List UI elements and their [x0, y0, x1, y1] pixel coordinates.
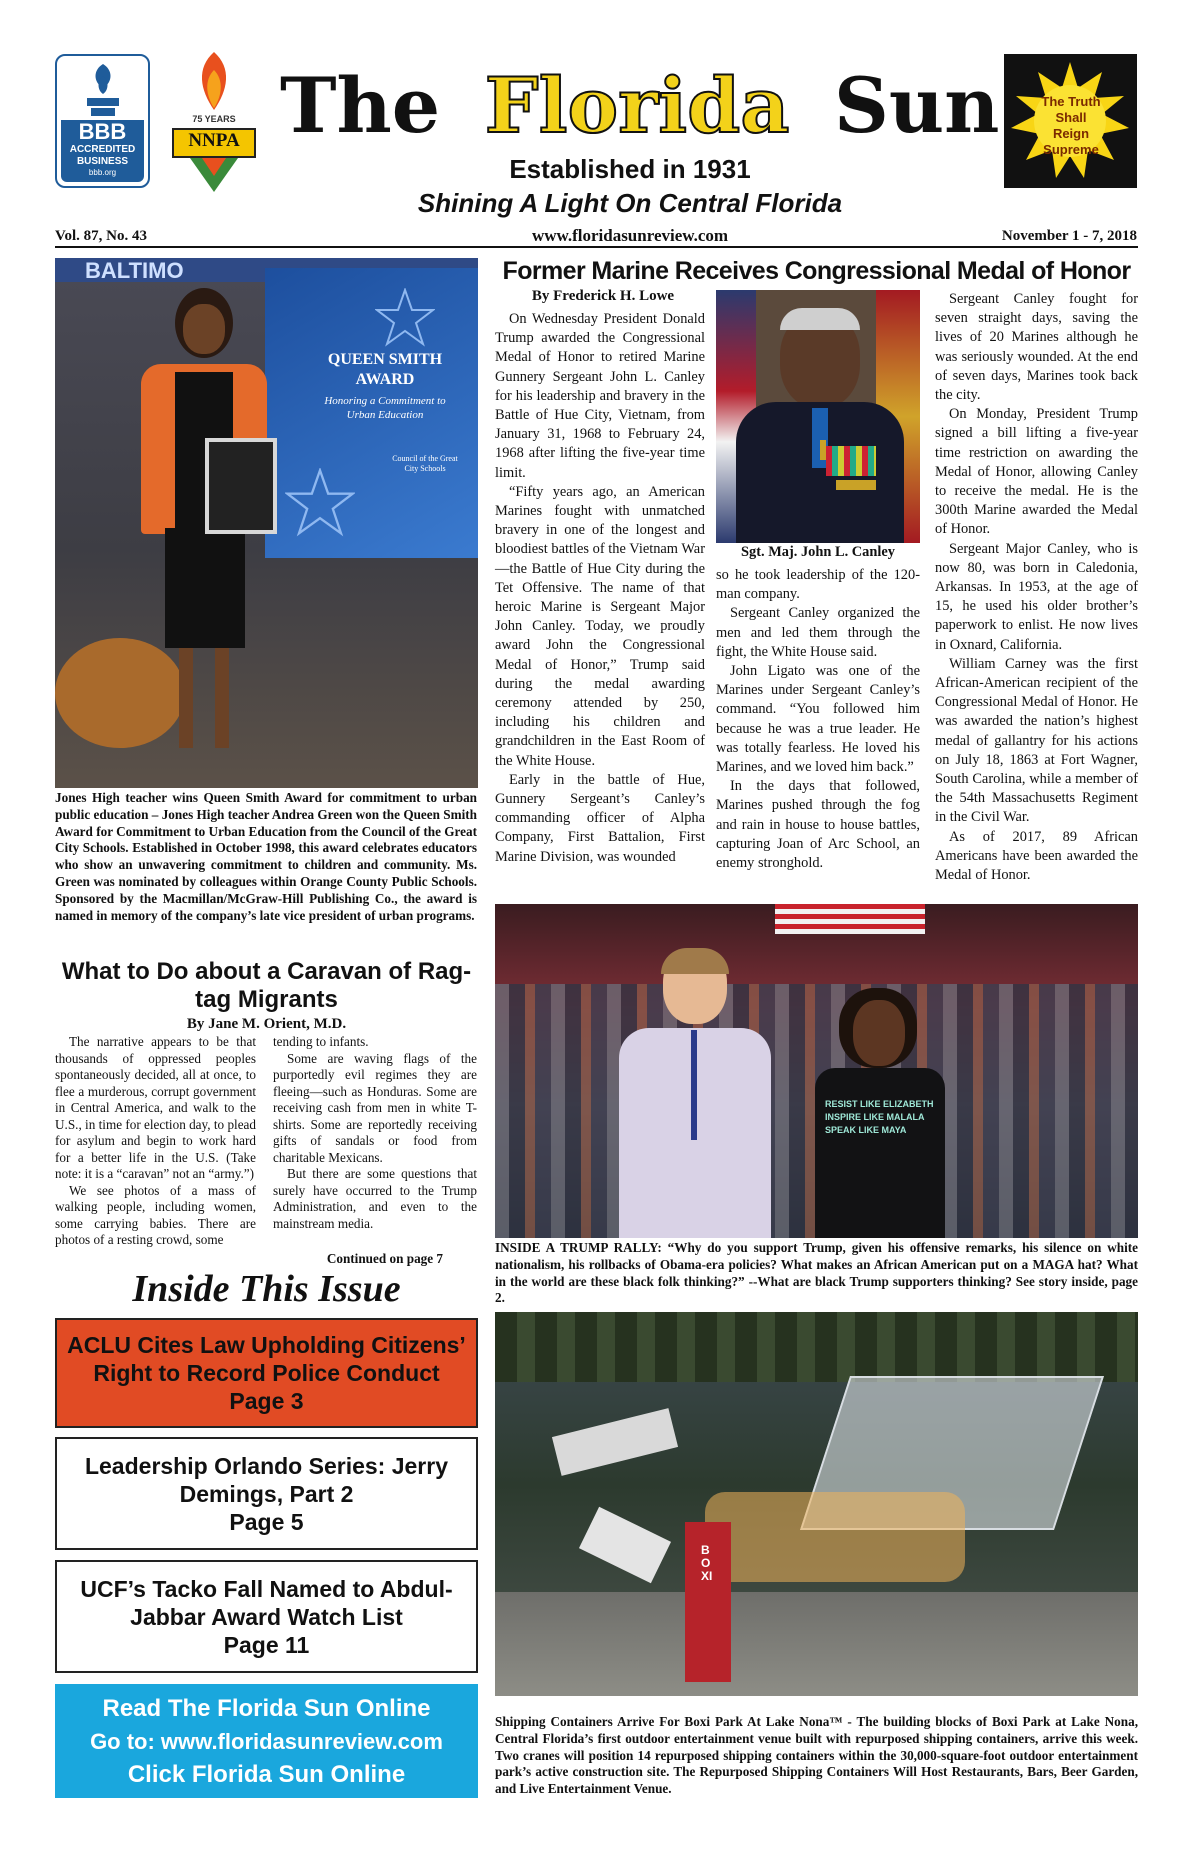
caravan-byline: By Jane M. Orient, M.D. — [186, 1016, 347, 1032]
read-online-box[interactable] — [55, 1684, 478, 1798]
caravan-para: The narrative appears to be that thousands of oppressed peoples spontaneously decided, all at once, to flee a murderous, corrupt government in Central America, and walk to the U.S., in time for election day, to plead for asylum and begin to work hard for a better life in the U.S. (Take note: it is a “caravan” not an “army.”) — [55, 1034, 256, 1181]
marine-para: In the days that followed, Marines pushed through the fog and rain in house to house battles, capturing Joan of Arc School, an enemy stronghold. — [716, 778, 920, 872]
marine-para: “Fifty years ago, an American Marines fought with unmatched bravery in one of the longest and bloodiest battles of the Vietnam War—the Battle of Hue City during the Tet Offensive. The name of that heroic Marine is Sergeant Major John Canley. Today, we proudly award John the Congressional Medal of Honor,” Trump said during the medal awarding ceremony attended by 250, including his children and grandchildren in the East Room of the White House. — [495, 483, 705, 769]
bbb-accredited: ACCREDITED — [69, 144, 136, 155]
nnpa-logo — [168, 50, 260, 192]
caravan-col1 — [55, 1034, 256, 1249]
marine-headline: Former Marine Receives Congressional Medal of Honor — [502, 257, 1131, 285]
marine-para: William Carney was the first African-American recipient of the Congressional Medal of Honor. He was awarded the nation’s highest medal of gallantry for his actions on July 18, 1863 at Fort Wagner, South Carolina, while a member of the 54th Massachusetts Regiment in the Civil War. — [935, 655, 1138, 826]
boxi-container — [685, 1522, 731, 1682]
inside-item-title: Leadership Orlando Series: Jerry Demings, Part 2 — [84, 1452, 449, 1507]
star-icon — [285, 468, 355, 538]
nnpa-years: 75 YEARS — [192, 114, 236, 124]
torch-icon — [79, 62, 127, 120]
established: Established in 1931 — [509, 154, 751, 184]
marine-para: John Ligato was one of the Marines under Sergeant Canley’s command. “You followed him because he was a true leader. He was totally fearless. He loved his Marines, and we loved him back.” — [716, 663, 920, 776]
inside-item-title: ACLU Cites Law Upholding Citizens’ Right to Record Police Conduct — [67, 1332, 466, 1386]
inside-item-orlando[interactable] — [55, 1437, 478, 1550]
award-caption: Jones High teacher wins Queen Smith Award for commitment to urban public education – Jones High teacher Andrea Green won the Queen Smith Award for Commitment to Urban Education from the Council of the Great City Schools. Established in October 1998, this award celebrates educators who show an unwavering commitment to children and community. Ms. Green was nominated by colleagues within Orange County Public Schools. Sponsored by the Macmillan/McGraw-Hill Publishing Co., the award is named in memory of the company’s late vice president of urban programs. — [55, 790, 477, 923]
marine-col2 — [716, 566, 920, 873]
sun-badge-text: The Truth Shall Reign Supreme — [1041, 94, 1101, 157]
volume-number: Vol. 87, No. 43 — [55, 228, 147, 244]
title-the: The — [280, 61, 441, 150]
banner-title: QUEEN SMITH AWARD — [327, 351, 443, 388]
inside-heading: Inside This Issue — [132, 1268, 401, 1310]
title-sun: Sun — [833, 61, 1000, 150]
boxi-container-label: BOXI — [701, 1543, 713, 1583]
tagline: Shining A Light On Central Florida — [417, 188, 843, 218]
nnpa-label: NNPA — [188, 130, 240, 151]
caravan-continued[interactable]: Continued on page 7 — [326, 1251, 443, 1266]
nnpa-shield-icon — [188, 158, 240, 192]
banner-subtitle: Honoring a Commitment to Urban Education — [324, 395, 446, 421]
caravan-para: Some are waving flags of the purportedly evil regimes they are fleeing—such as Honduras. Some are receiving cash from men in white T-shirts. Some are reportedly receiving gifts of sandals or food from charitable Mexicans. — [273, 1050, 477, 1165]
marine-byline: By Frederick H. Lowe — [531, 288, 675, 304]
inside-item-page: Page 11 — [223, 1631, 310, 1658]
banner-corner-text: BALTIMO — [85, 258, 184, 283]
caravan-col2 — [273, 1034, 477, 1232]
boxi-photo — [495, 1312, 1138, 1696]
title-florida: Florida — [484, 61, 790, 150]
marine-col1 — [495, 310, 705, 867]
marine-para: Sergeant Canley fought for seven straight days, saving the lives of 20 Marines although he was seriously wounded. At the end of seven days, Marines took back the city. — [935, 291, 1138, 404]
bbb-url: bbb.org — [88, 168, 117, 177]
marine-para: As of 2017, 89 African Americans have been awarded the Medal of Honor. — [935, 828, 1138, 884]
canley-caption: Sgt. Maj. John L. Canley — [741, 544, 895, 560]
caravan-para: But there are some questions that surely have occurred to the Trump Administration, and even to the mainstream media. — [273, 1166, 477, 1231]
rally-caption: INSIDE A TRUMP RALLY: “Why do you support Trump, given his offensive remarks, his silence on white nationalism, his rollbacks of Obama-era policies? What makes an African American put on a MAGA hat? What in the world are these black folk thinking?” --What are black Trump supporters thinking? See story inside, page 2. — [495, 1240, 1138, 1306]
boxi-caption: Shipping Containers Arrive For Boxi Park At Lake Nona™ - The building blocks of Boxi Park at Lake Nona, Central Florida’s first outdoor entertainment venue built with repurposed shipping containers, arrive this week. Two cranes will position 14 repurposed shipping containers within the 30,000-square-foot outdoor entertainment park’s active construction site. The Repurposed Shipping Containers Will Host Restaurants, Bars, Beer Garden, and Live Entertainment Venue. — [495, 1714, 1138, 1797]
rally-photo — [495, 904, 1138, 1238]
rally-shirt-text: RESIST LIKE ELIZABETH INSPIRE LIKE MALALA SPEAK LIKE MAYA — [825, 1099, 934, 1135]
marine-para: Sergeant Canley organized the men and led them through the fight, the White House said. — [716, 605, 920, 660]
inside-item-page: Page 3 — [229, 1388, 304, 1414]
marine-col3 — [935, 290, 1138, 885]
online-line1: Read The Florida Sun Online — [102, 1694, 431, 1722]
bbb-business: BUSINESS — [76, 156, 129, 167]
online-line2[interactable]: Go to: www.floridasunreview.com — [90, 1728, 443, 1754]
canley-photo — [716, 290, 920, 543]
issue-date: November 1 - 7, 2018 — [1001, 228, 1137, 244]
award-woman — [135, 288, 275, 758]
bbb-logo — [55, 54, 150, 188]
masthead-rule — [55, 246, 1138, 248]
award-banner — [265, 268, 478, 558]
caravan-para: We see photos of a mass of walking people, including women, some carrying babies. There are photos of a resting crowd, some — [55, 1182, 256, 1247]
caravan-headline: What to Do about a Caravan of Rag-tag Migrants — [61, 958, 472, 1013]
caravan-para: tending to infants. — [273, 1034, 369, 1049]
masthead-title — [280, 56, 1000, 156]
flame-icon — [192, 50, 236, 112]
rally-woman-left — [605, 948, 785, 1238]
marine-para: On Monday, President Trump signed a bill lifting a five-year time restriction on awarding the Medal of Honor, allowing Canley to receive the medal. He is the 300th Marine awarded the Medal of Honor. — [935, 406, 1138, 538]
website-link[interactable]: www.floridasunreview.com — [531, 226, 729, 245]
online-line3[interactable]: Click Florida Sun Online — [127, 1760, 406, 1788]
award-plaque — [205, 438, 277, 534]
sun-badge — [1004, 54, 1137, 188]
banner-org: Council of the Great City Schools — [392, 454, 458, 473]
star-icon — [375, 288, 435, 348]
inside-item-ucf[interactable] — [55, 1560, 478, 1673]
marine-para: so he took leadership of the 120-man company. — [716, 567, 920, 603]
bbb-text: BBB — [78, 119, 127, 144]
marine-para: Early in the battle of Hue, Gunnery Sergeant’s Canley’s commanding officer of Alpha Company, First Battalion, First Marine Division, was wounded — [495, 771, 705, 865]
inside-item-page: Page 5 — [229, 1508, 304, 1535]
marine-para: Sergeant Major Canley, who is now 80, was born in Caledonia, Arkansas. In 1953, at the age of 15, he used his older brother’s paperwork to enlist. He now lives in Oxnard, California. — [935, 540, 1138, 653]
inside-item-aclu[interactable] — [55, 1318, 478, 1428]
inside-item-title: UCF’s Tacko Fall Named to Abdul-Jabbar Award Watch List — [80, 1575, 453, 1630]
rally-woman-right — [795, 988, 965, 1238]
marine-para: On Wednesday President Donald Trump awarded the Congressional Medal of Honor to retired Marine Gunnery Sergeant John L. Canley for his leadership and bravery in the Battle of Hue City, Vietnam, from January 31, 1968 to February 24, 1968 after lifting the five-year time limit. — [495, 311, 705, 481]
award-photo — [55, 258, 478, 788]
